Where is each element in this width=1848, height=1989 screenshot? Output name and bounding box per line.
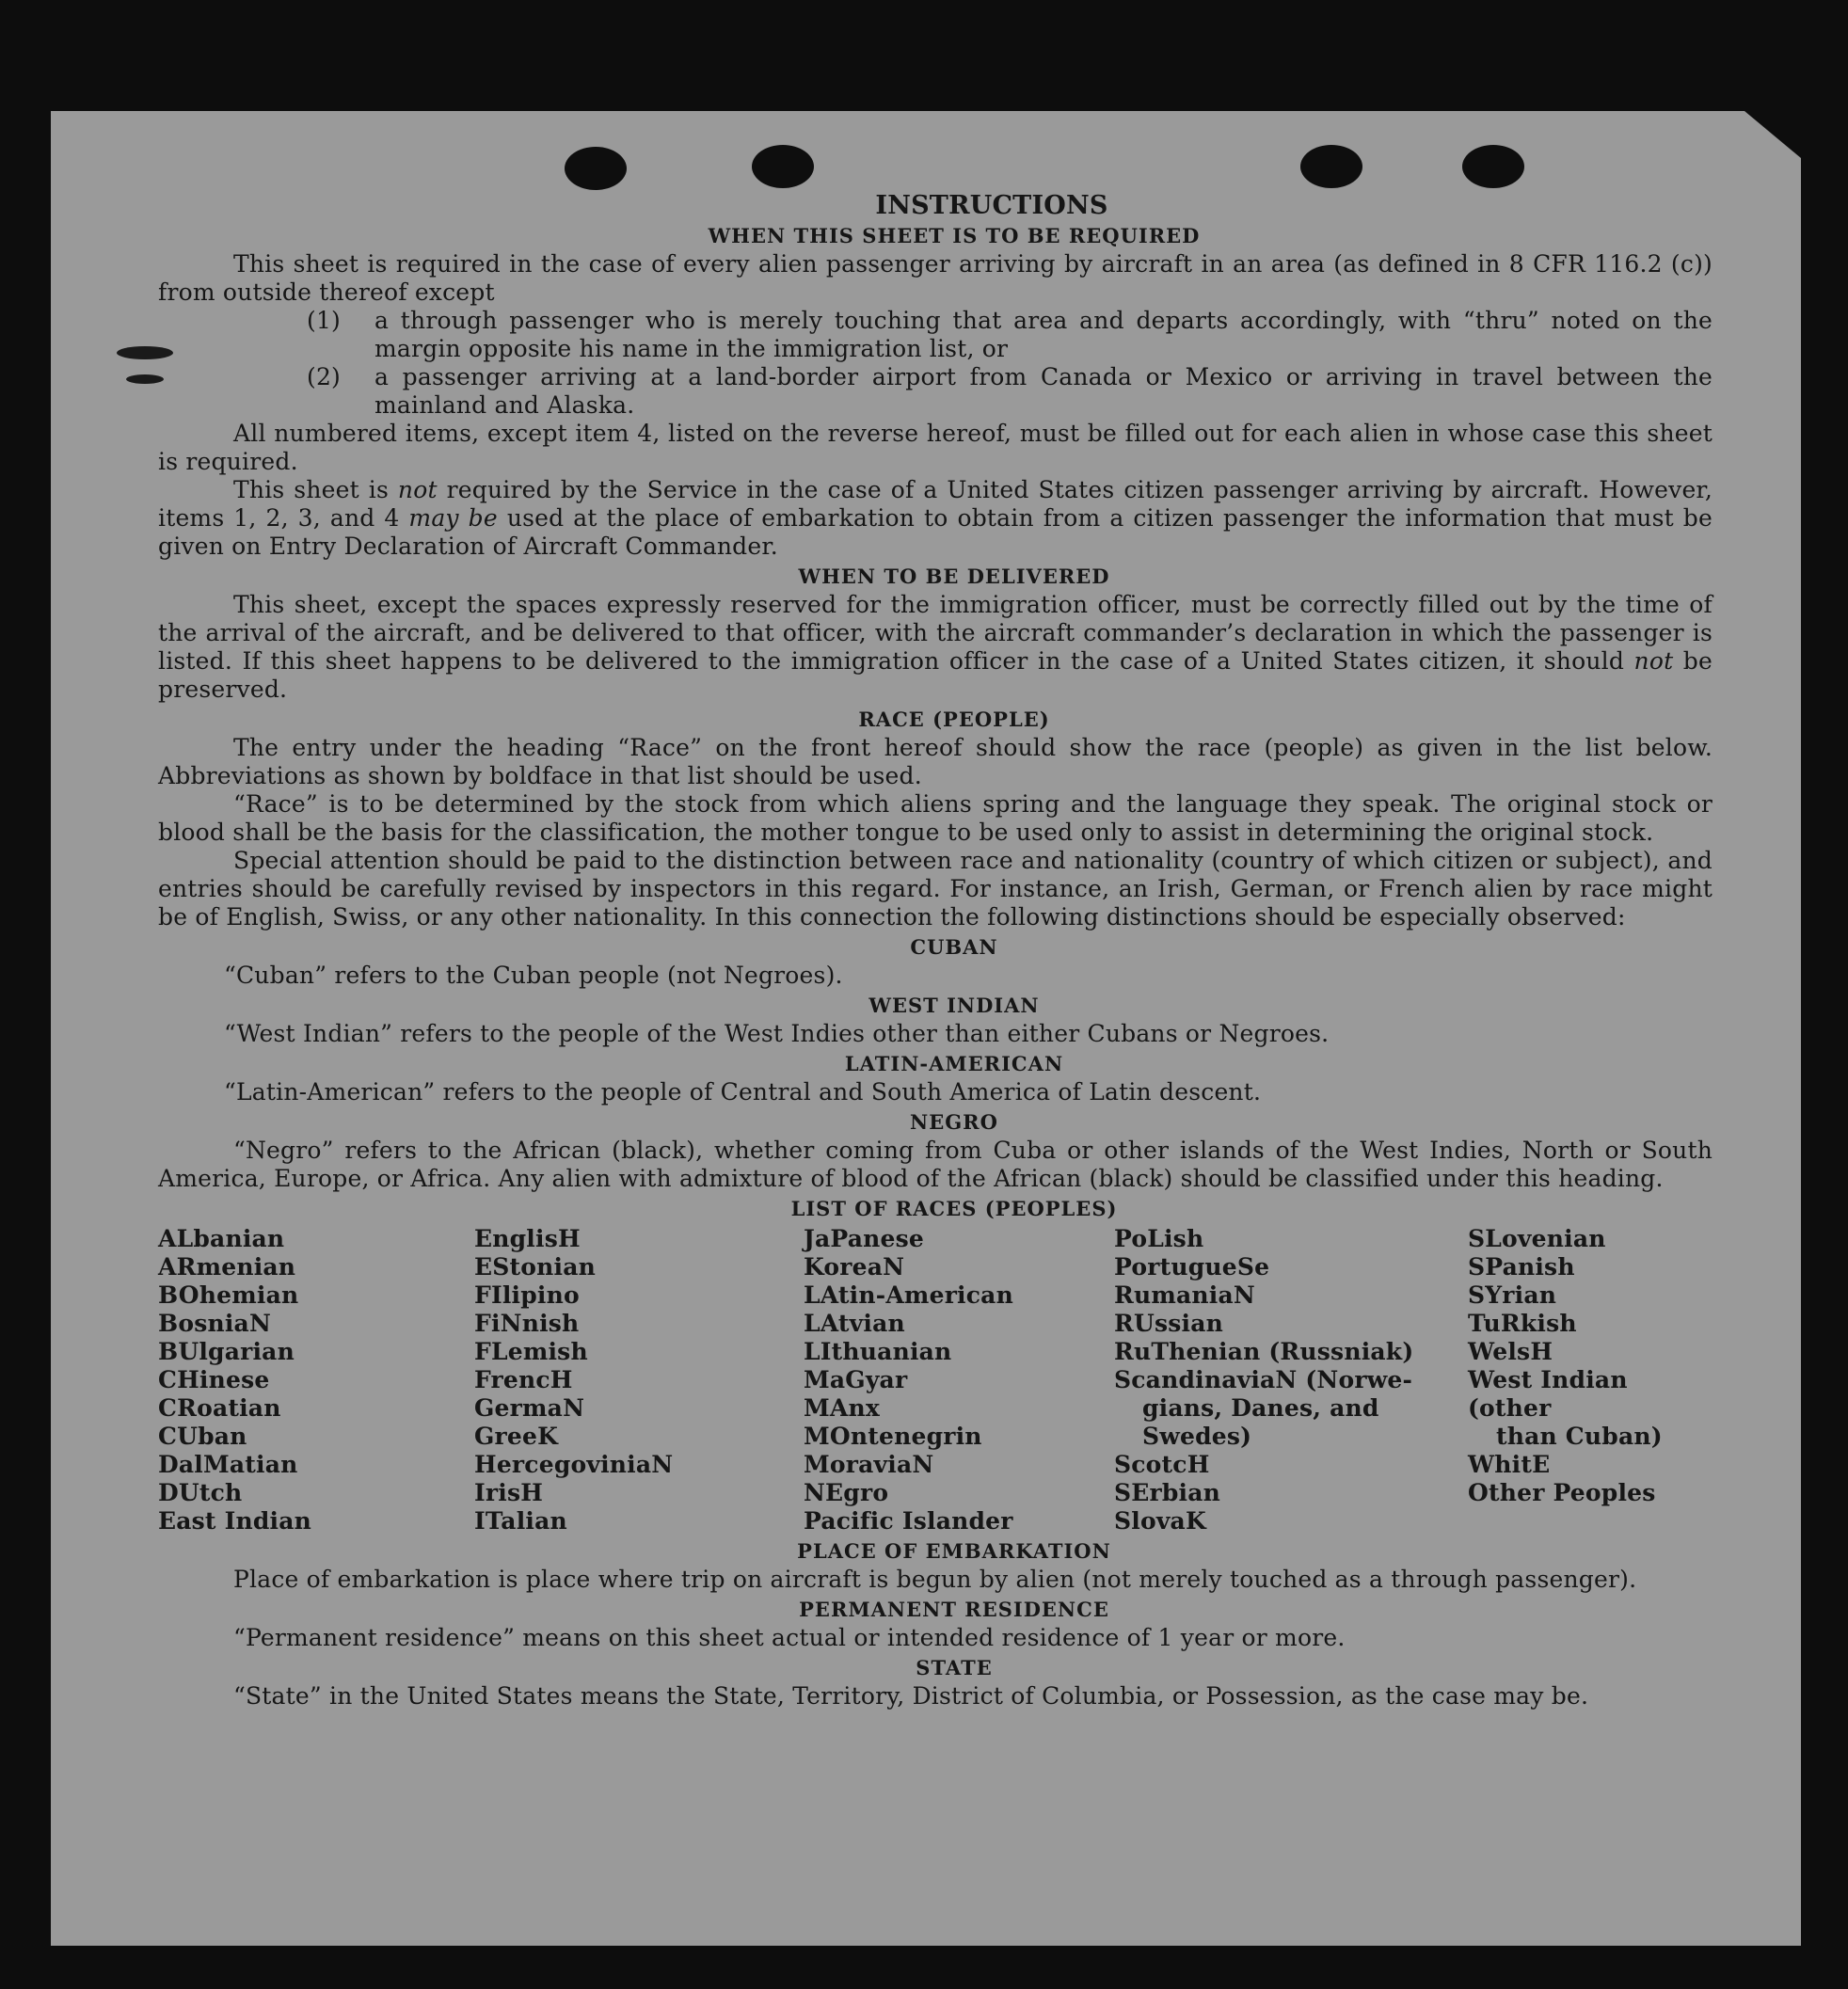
section-heading: LATIN-AMERICAN (844, 1052, 1064, 1075)
section-heading: NEGRO (910, 1110, 998, 1134)
race-entry: Swedes) (1142, 1423, 1252, 1450)
section-heading: LIST OF RACES (PEOPLES) (790, 1197, 1118, 1220)
definition: “West Indian” refers to the people of the West Indies other than either Cubans or Negroes. (224, 1020, 1330, 1047)
paragraph: The entry under the heading “Race” on the front hereof should show the race (people) as given in the list below. Abbreviations as shown by boldface in that list should be used. (158, 734, 1713, 789)
race-entry: MAnx (804, 1394, 880, 1422)
races-column (804, 1225, 1114, 1536)
race-entry: CRoatian (158, 1394, 281, 1422)
race-entry: RumaniaN (1114, 1281, 1255, 1309)
punch-hole (1462, 145, 1524, 188)
race-entry: BOhemian (158, 1281, 299, 1309)
race-entry: ARmenian (158, 1253, 296, 1281)
races-list (158, 1225, 1713, 1536)
race-entry: KoreaN (804, 1253, 905, 1281)
paragraph: This sheet, except the spaces expressly reserved for the immigration officer, must be correctly filled out by the time of the arrival of the aircraft, and be delivered to that officer, with the aircraft commander’s declaration in which the passenger is listed. If this sheet happens to be delivered to the immigration officer in the case of a United States citizen, it should not be preserved. (158, 591, 1713, 703)
race-entry: FIlipino (474, 1281, 580, 1309)
section-heading: WHEN TO BE DELIVERED (798, 565, 1110, 588)
race-entry: ITalian (474, 1507, 567, 1535)
paragraph: This sheet is required in the case of every alien passenger arriving by aircraft in an area (as defined in 8 CFR 116.2 (c)) from outside thereof except (158, 250, 1713, 306)
race-entry: JaPanese (804, 1225, 925, 1252)
race-entry: MoraviaN (804, 1451, 934, 1478)
race-entry: West Indian (other (1468, 1366, 1628, 1422)
section-heading: STATE (916, 1656, 993, 1679)
race-entry: ScandinaviaN (Norwe- (1114, 1366, 1413, 1393)
race-entry: Pacific Islander (804, 1507, 1013, 1535)
exception-item (307, 307, 1713, 363)
item-text: a passenger arriving at a land-border airport from Canada or Mexico or arriving in travel between the mainland and Alaska. (374, 363, 1713, 419)
definition: “Cuban” refers to the Cuban people (not Negroes). (224, 962, 843, 989)
race-entry: WelsH (1468, 1338, 1553, 1365)
race-entry: LAtin-American (804, 1281, 1013, 1309)
section-heading: PERMANENT RESIDENCE (799, 1598, 1109, 1621)
race-entry: than Cuban) (1496, 1423, 1663, 1450)
race-entry: SLovenian (1468, 1225, 1606, 1252)
race-entry: RuThenian (Russniak) (1114, 1338, 1414, 1365)
race-entry: FrencH (474, 1366, 573, 1393)
race-entry: East Indian (158, 1507, 312, 1535)
race-entry: TuRkish (1468, 1310, 1577, 1337)
section-heading: RACE (PEOPLE) (858, 708, 1050, 731)
race-entry: ScotcH (1114, 1451, 1210, 1478)
punch-hole (565, 147, 627, 190)
item-text: a through passenger who is merely touching that area and departs accordingly, with “thru” noted on the margin opposite his name in the immigration list, or (374, 307, 1713, 362)
page-title: INSTRUCTIONS (875, 191, 1108, 220)
race-entry: Other Peoples (1468, 1479, 1656, 1506)
section-heading: WEST INDIAN (868, 994, 1040, 1017)
race-entry: SErbian (1114, 1479, 1221, 1506)
race-entry: FLemish (474, 1338, 588, 1365)
race-entry: ALbanian (158, 1225, 285, 1252)
race-entry: SYrian (1468, 1281, 1557, 1309)
race-entry: EStonian (474, 1253, 596, 1281)
section-heading: CUBAN (910, 935, 998, 959)
section-heading: PLACE OF EMBARKATION (797, 1539, 1111, 1563)
race-entry: RUssian (1114, 1310, 1223, 1337)
definition: “Latin-American” refers to the people of Central and South America of Latin descent. (224, 1078, 1262, 1106)
race-entry: BosniaN (158, 1310, 272, 1337)
race-entry: MOntenegrin (804, 1423, 982, 1450)
race-entry: CHinese (158, 1366, 270, 1393)
race-entry: DUtch (158, 1479, 243, 1506)
paragraph: “Permanent residence” means on this sheet actual or intended residence of 1 year or more. (233, 1624, 1346, 1651)
race-entry: HercegoviniaN (474, 1451, 674, 1478)
race-entry: LAtvian (804, 1310, 905, 1337)
race-entry: FiNnish (474, 1310, 580, 1337)
race-entry: WhitE (1468, 1451, 1551, 1478)
race-entry: PortugueSe (1114, 1253, 1270, 1281)
race-entry: SlovaK (1114, 1507, 1206, 1535)
race-entry: LIthuanian (804, 1338, 952, 1365)
section-heading: WHEN THIS SHEET IS TO BE REQUIRED (708, 224, 1201, 247)
races-column (158, 1225, 474, 1536)
paragraph: “Negro” refers to the African (black), whether coming from Cuba or other islands of the West Indies, North or South America, Europe, or Africa. Any alien with admixture of blood of the African (black) should be classified under this heading. (158, 1137, 1713, 1192)
paragraph: All numbered items, except item 4, listed on the reverse hereof, must be filled out for each alien in whose case this sheet is required. (158, 420, 1713, 475)
item-number: (2) (307, 363, 342, 390)
race-entry: GermaN (474, 1394, 585, 1422)
race-entry: PoLish (1114, 1225, 1204, 1252)
race-entry: GreeK (474, 1423, 559, 1450)
races-column (1468, 1225, 1713, 1536)
paragraph: This sheet is not required by the Service in the case of a United States citizen passenger arriving by aircraft. However, items 1, 2, 3, and 4 may be used at the place of embarkation to obtain from a citizen passenger the information that must be given on Entry Declaration of Aircraft Commander. (158, 476, 1713, 560)
instructions-body (158, 192, 1713, 1711)
punch-hole (1300, 145, 1362, 188)
paragraph: Special attention should be paid to the distinction between race and nationality (country of which citizen or subject), and entries should be carefully revised by inspectors in this regard. For instance, an Irish, German, or French alien by race might be of English, Swiss, or any other nationality. In this connection the following distinctions should be especially observed: (158, 847, 1713, 931)
race-entry: SPanish (1468, 1253, 1575, 1281)
races-column (474, 1225, 804, 1536)
paragraph: “Race” is to be determined by the stock from which aliens spring and the language they speak. The original stock or blood shall be the basis for the classification, the mother tongue to be used only to assist in determining the original stock. (158, 790, 1713, 846)
item-number: (1) (307, 307, 342, 334)
race-entry: IrisH (474, 1479, 544, 1506)
race-entry: gians, Danes, and (1142, 1394, 1379, 1422)
paragraph: “State” in the United States means the State, Territory, District of Columbia, or Possession, as the case may be. (233, 1682, 1589, 1710)
race-entry: MaGyar (804, 1366, 908, 1393)
race-entry: NEgro (804, 1479, 889, 1506)
race-entry: DalMatian (158, 1451, 298, 1478)
race-entry: BUlgarian (158, 1338, 295, 1365)
race-entry: CUban (158, 1423, 247, 1450)
paragraph: Place of embarkation is place where trip on aircraft is begun by alien (not merely touched as a through passenger). (233, 1566, 1637, 1593)
punch-hole (752, 145, 814, 188)
exception-item (307, 363, 1713, 420)
races-column (1114, 1225, 1468, 1536)
race-entry: EnglisH (474, 1225, 581, 1252)
